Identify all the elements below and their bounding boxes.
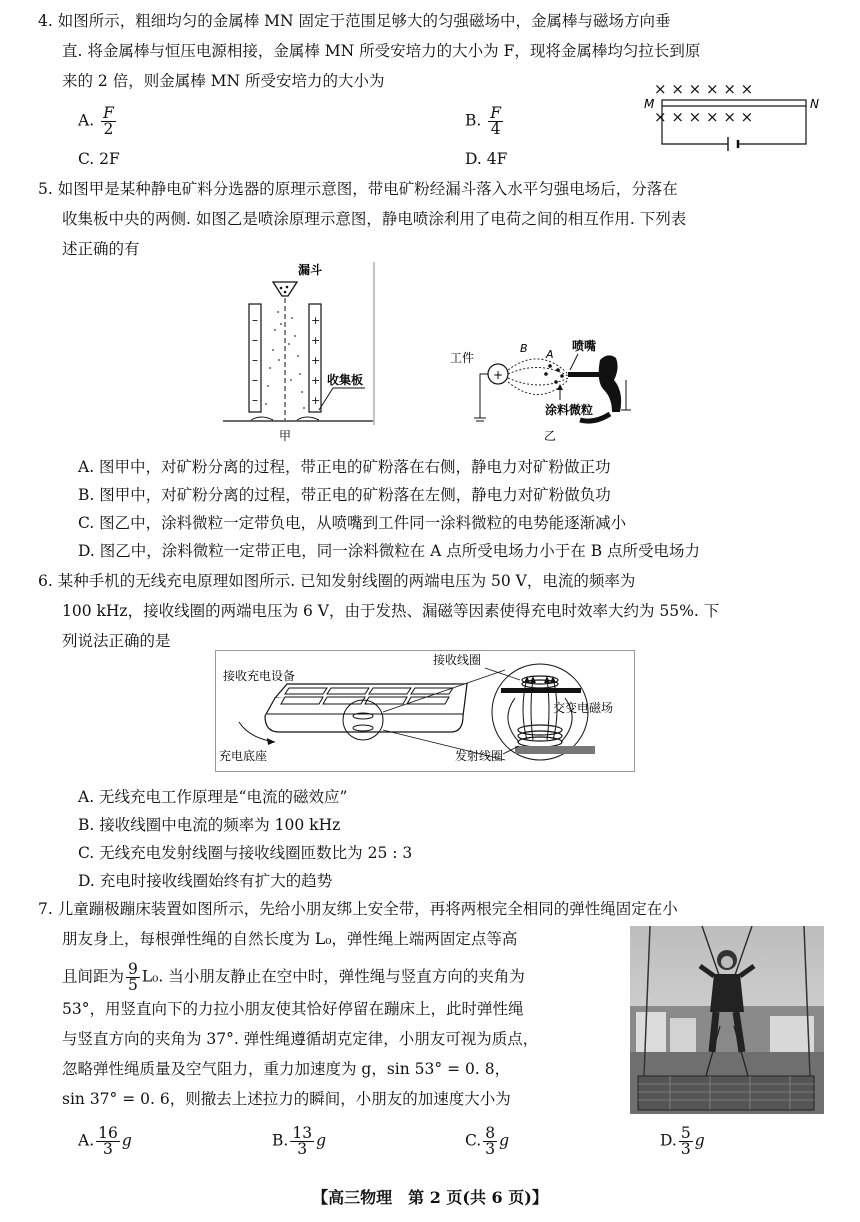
q6-line1: 6. 某种手机的无线充电原理如图所示. 已知发射线圈的两端电压为 50 V，电流的频率为 — [38, 572, 636, 590]
q5-option-d: D. 图乙中，涂料微粒一定带正电，同一涂料微粒在 A 点所受电场力小于在 B 点所受电场力 — [78, 542, 701, 560]
metal-rod — [662, 100, 806, 106]
fraction: $\frac{F}{2}$ — [103, 104, 114, 138]
q4-option-b: B. $\frac{F}{4}$ — [465, 104, 502, 138]
svg-text:+: + — [311, 354, 321, 367]
q5-option-b: B. 图甲中，对矿粉分离的过程，带正电的矿粉落在左侧，静电力对矿粉做负功 — [78, 486, 611, 504]
paint-droplets — [544, 364, 564, 384]
base-label: 充电底座 — [219, 749, 268, 763]
q4-line3: 来的 2 倍，则金属棒 MN 所受安培力的大小为 — [62, 72, 385, 90]
q7-line5: 与竖直方向的夹角为 37°. 弹性绳遵循胡克定律，小朋友可视为质点， — [62, 1030, 539, 1048]
q4-magnetic-field-figure — [640, 78, 825, 160]
nozzle-label: 喷嘴 — [572, 339, 597, 353]
receiver-plate — [501, 688, 581, 693]
svg-text:+: + — [311, 314, 321, 327]
q6-line3: 列说法正确的是 — [62, 632, 171, 650]
q6-option-c: C. 无线充电发射线圈与接收线圈匝数比为 25 : 3 — [78, 844, 413, 862]
label-n: N — [810, 97, 819, 111]
transmitter-base-plate — [515, 746, 595, 754]
alternating-field-label: 交变电磁场 — [553, 701, 614, 715]
svg-text:+: + — [493, 368, 504, 382]
q4-option-d: D. 4F — [465, 150, 508, 168]
q5-option-c: C. 图乙中，涂料微粒一定带负电，从喷嘴到工件同一涂料微粒的电势能逐渐减小 — [78, 514, 627, 532]
svg-text:+: + — [311, 394, 321, 407]
svg-text:+: + — [311, 374, 321, 387]
point-a-label: A — [546, 348, 554, 361]
q7-line4: 53°，用竖直向下的力拉小朋友使其恰好停留在蹦床上，此时弹性绳 — [62, 1000, 524, 1018]
fraction: $\frac{9}{5}$ — [128, 960, 138, 994]
child-body — [710, 974, 744, 1012]
q5-line1: 5. 如图甲是某种静电矿料分选器的原理示意图，带电矿粉经漏斗落入水平匀强电场后，分落在 — [38, 180, 678, 198]
figure-caption-jia: 甲 — [278, 429, 292, 443]
svg-text:× × × × × ×: × × × × × × — [654, 108, 754, 126]
svg-text:× × × × × ×: × × × × × × — [654, 80, 754, 98]
funnel-icon — [273, 282, 297, 296]
q7-line1: 7. 儿童蹦极蹦床装置如图所示，先给小朋友绑上安全带，再将两根完全相同的弹性绳固定在小 — [38, 900, 678, 918]
receiver-coil-label: 接收线圈 — [433, 653, 482, 667]
collector-plate-pointer — [319, 388, 365, 410]
point-b-label: B — [520, 342, 528, 355]
q6-wireless-charging-figure — [215, 650, 635, 772]
transmitter-coil-label: 发射线圈 — [455, 749, 504, 763]
collector-plate-label: 收集板 — [327, 373, 364, 387]
q6-option-d: D. 充电时接收线圈始终有扩大的趋势 — [78, 872, 333, 890]
q5-figure-jia-separator — [215, 260, 375, 445]
q7-option-a: A. $\frac{16}{3}$ g — [78, 1124, 132, 1158]
q5-option-a: A. 图甲中，对矿粉分离的过程，带正电的矿粉落在右侧，静电力对矿粉做正功 — [78, 458, 611, 476]
fraction: $\frac{F}{4}$ — [490, 104, 502, 138]
svg-text:–: – — [252, 373, 258, 387]
q5-figure-yi-spray — [450, 330, 650, 445]
q7-line2: 朋友身上，每根弹性绳的自然长度为 L₀，弹性绳上端两固定点等高 — [62, 930, 518, 948]
paint-particle-label: 涂料微粒 — [545, 403, 594, 417]
q5-line2: 收集板中央的两侧. 如图乙是喷涂原理示意图，静电喷涂利用了电荷之间的相互作用. 下列表 — [62, 210, 687, 228]
label-m: M — [644, 97, 655, 111]
q7-option-d: D. $\frac{5}{3}$ g — [660, 1124, 705, 1158]
q7-bungee-trampoline-photo — [630, 926, 824, 1114]
q7-line7: sin 37° = 0. 6，则撤去上述拉力的瞬间，小朋友的加速度大小为 — [62, 1090, 511, 1108]
q4-option-a: A. $\frac{F}{2}$ — [78, 104, 114, 138]
workpiece-label: 工件 — [450, 351, 475, 365]
q4-option-c: C. 2F — [78, 150, 120, 168]
svg-text:–: – — [252, 393, 258, 407]
q5-line3: 述正确的有 — [62, 240, 140, 258]
svg-text:–: – — [252, 353, 258, 367]
q6-line2: 100 kHz，接收线圈的两端电压为 6 V，由于发热、漏磁等因素使得充电时效率大约为 55%. 下 — [62, 602, 720, 620]
svg-text:–: – — [252, 333, 258, 347]
device-label: 接收充电设备 — [223, 669, 296, 683]
q7-option-c: C. $\frac{8}{3}$ g — [465, 1124, 510, 1158]
svg-text:+: + — [311, 334, 321, 347]
worker-figure — [599, 355, 621, 412]
funnel-label: 漏斗 — [298, 263, 323, 277]
q4-line1: 4. 如图所示，粗细均匀的金属棒 MN 固定于范围足够大的匀强磁场中，金属棒与磁场方向垂 — [38, 12, 671, 30]
page-footer: 【高三物理 第 2 页(共 6 页)】 — [312, 1188, 548, 1207]
figure-caption-yi: 乙 — [543, 429, 557, 443]
q7-line6: 忽略弹性绳质量及空气阻力，重力加速度为 g，sin 53° = 0. 8， — [62, 1060, 511, 1078]
q4-line2: 直. 将金属棒与恒压电源相接，金属棒 MN 所受安培力的大小为 F，现将金属棒均匀拉长到原 — [62, 42, 701, 60]
q7-option-b: B. $\frac{13}{3}$ g — [272, 1124, 326, 1158]
q6-option-a: A. 无线充电工作原理是“电流的磁效应” — [78, 788, 348, 806]
svg-text:–: – — [252, 313, 258, 327]
q6-option-b: B. 接收线圈中电流的频率为 100 kHz — [78, 816, 341, 834]
q7-line3: 且间距为 $\frac{9}{5}$ L₀. 当小朋友静止在空中时，弹性绳与竖直方向的夹角为 — [62, 960, 525, 994]
